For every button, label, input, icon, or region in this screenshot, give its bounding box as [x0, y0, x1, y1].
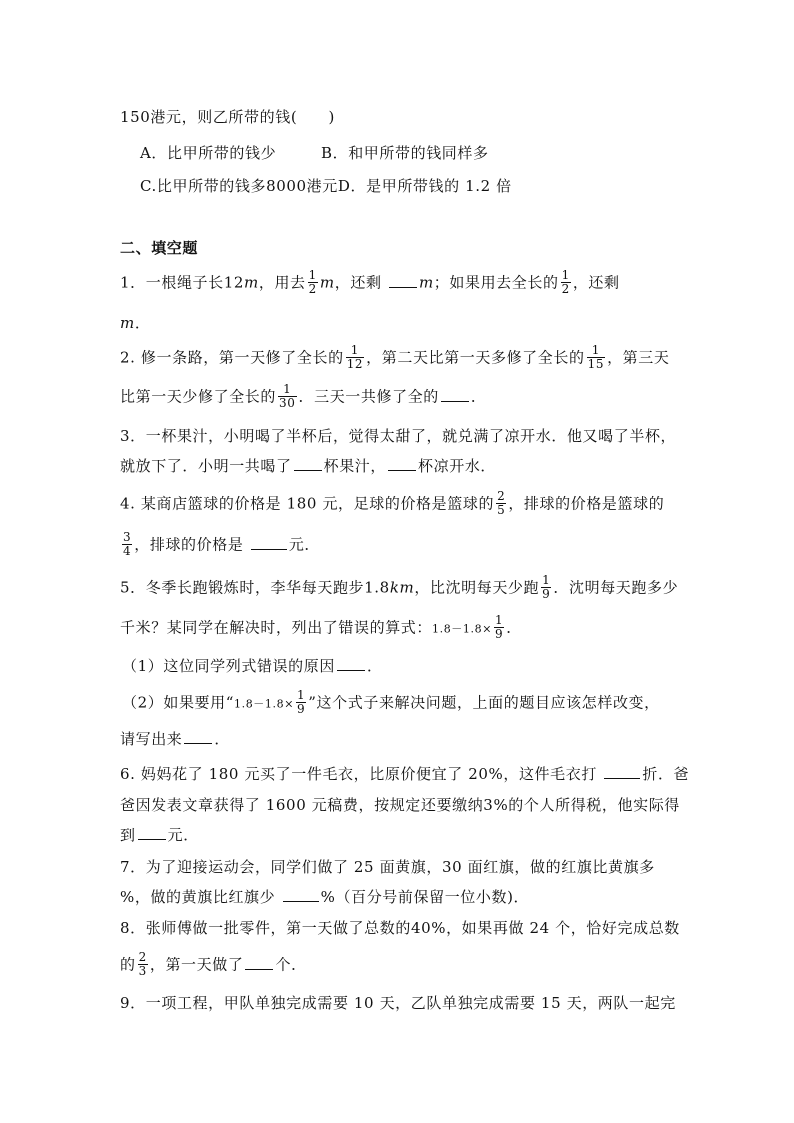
- q2-text-d: 比第一天少修了全长的: [120, 387, 277, 406]
- fraction-numerator: 1: [283, 382, 292, 396]
- q1-unit: m: [120, 314, 135, 332]
- answer-blank[interactable]: [138, 824, 166, 840]
- fraction-denominator: 2: [308, 282, 317, 296]
- question-8: [120, 917, 680, 939]
- q8-text-b: ，第一天做了: [149, 955, 244, 974]
- q4-tail: 元．: [288, 535, 321, 554]
- q5-unit: km: [389, 578, 415, 597]
- q7-line-1: 7．为了迎接运动会，同学们做了 25 面黄旗，30 面红旗，做的红旗比黄旗多: [120, 858, 655, 876]
- answer-blank[interactable]: [441, 386, 469, 402]
- option-row-cd: [140, 175, 512, 197]
- fraction-numerator: 1: [350, 343, 360, 357]
- section-title: [120, 237, 198, 259]
- question-6-cont-2: [120, 824, 199, 846]
- q1-unit: m: [244, 273, 259, 292]
- q6-text-c: 爸因发表文章获得了 1600 元稿费，按规定还要缴纳3%的个人所得税，他实际得: [120, 796, 680, 814]
- fraction-denominator: 3: [138, 964, 147, 978]
- prev-question-text: 150港元，则乙所带的钱( ): [120, 108, 335, 126]
- q5-text-c: ．沈明每天跑多少: [553, 578, 679, 597]
- question-1: [120, 270, 620, 297]
- q5-sub2-text-b: ”这个式子来解决问题，上面的题目应该怎样改变，: [308, 693, 660, 712]
- fraction-denominator: 4: [123, 544, 132, 558]
- question-4-cont: [120, 532, 320, 559]
- q5-text-d: 千米？某同学在解决时，列出了错误的算式：: [120, 618, 433, 637]
- fraction-denominator: 15: [587, 357, 605, 371]
- q2-fraction-3: [278, 383, 296, 410]
- q6-tail: 元．: [167, 826, 199, 844]
- q6-text-d: 到: [120, 826, 136, 844]
- fraction-numerator: 1: [495, 613, 504, 627]
- q8-fraction-1: [138, 951, 148, 978]
- option-row-ab: [140, 142, 489, 164]
- fraction-numerator: 2: [497, 489, 506, 503]
- option-a[interactable]: A．比甲所带的钱少: [140, 144, 277, 162]
- q5-text-a: 5．冬季长跑锻炼时，李华每天跑步1.8: [120, 578, 390, 597]
- q5-fraction-3: [296, 689, 306, 716]
- question-8-cont: [120, 952, 307, 979]
- question-1-cont: [120, 312, 150, 334]
- q5-sub1-text: （1）这位同学列式错误的原因: [122, 657, 335, 675]
- q3-text-b: 杯果汁，: [323, 457, 387, 475]
- q9-line-1: 9．一项工程，甲队单独完成需要 10 天，乙队单独完成需要 15 天，两队一起完: [120, 994, 676, 1012]
- fraction-denominator: 2: [561, 282, 570, 296]
- q7-text-b: %（百分号前保留一位小数)．: [320, 888, 530, 906]
- question-2-cont: [120, 384, 487, 411]
- fraction-numerator: 1: [542, 573, 551, 587]
- q5-sub2-expression: 1.8－1.8×: [234, 697, 295, 711]
- section-title-text: 二、填空题: [120, 239, 199, 257]
- q1-unit: m: [418, 273, 434, 292]
- q5-sub1-tail: ．: [366, 657, 383, 675]
- question-5-cont: [120, 615, 522, 642]
- answer-blank[interactable]: [251, 534, 287, 550]
- q2-fraction-1: [346, 344, 364, 371]
- answer-blank[interactable]: [337, 655, 365, 671]
- q5-sub2-text-c: 请写出来: [120, 730, 183, 748]
- q5-fraction-1: [541, 574, 551, 601]
- q4-text-c: ，排球的价格是: [134, 535, 244, 554]
- q5-tail: ．: [506, 618, 522, 637]
- fraction-denominator: 9: [542, 587, 551, 601]
- q1-text-c: ，还剩: [334, 273, 382, 292]
- q5-text-b: ，比沈明每天少跑: [414, 578, 540, 597]
- question-3-cont: [120, 455, 496, 477]
- q4-text-a: 4. 某商店篮球的价格是 180 元，足球的价格是篮球的: [120, 494, 495, 513]
- fraction-numerator: 1: [308, 268, 317, 282]
- q4-fraction-2: [122, 531, 132, 558]
- q5-expression: 1.8－1.8×: [432, 622, 493, 636]
- question-3: [120, 425, 676, 447]
- q2-fraction-2: [587, 344, 605, 371]
- fraction-numerator: 1: [561, 268, 570, 282]
- q1-text-a: 1．一根绳子长12: [120, 273, 245, 292]
- answer-blank[interactable]: [388, 455, 416, 471]
- option-b[interactable]: B．和甲所带的钱同样多: [320, 144, 489, 162]
- q1-unit: m: [319, 273, 335, 292]
- question-6-cont: [120, 794, 680, 816]
- q2-text-b: ，第二天比第一天多修了全长的: [366, 348, 585, 367]
- question-6: [120, 763, 689, 785]
- answer-blank[interactable]: [294, 455, 322, 471]
- fraction-numerator: 1: [591, 343, 600, 357]
- q3-text-c: 杯凉开水．: [418, 457, 497, 475]
- q6-text-b: 折．爸: [642, 765, 690, 783]
- answer-blank[interactable]: [389, 272, 417, 288]
- q4-text-b: ，排球的价格是篮球的: [508, 494, 665, 513]
- q1-tail: ．: [134, 314, 151, 332]
- prev-question-line: [120, 106, 335, 128]
- q2-text-a: 2. 修一条路，第一天修了全长的: [120, 348, 344, 367]
- question-5-sub-1: [122, 655, 383, 677]
- q1-text-b: ，用去: [258, 273, 306, 292]
- answer-blank[interactable]: [184, 728, 212, 744]
- answer-blank[interactable]: [604, 763, 640, 779]
- question-2: [120, 345, 669, 372]
- q7-text-a: %，做的黄旗比红旗少: [120, 888, 276, 906]
- fraction-numerator: 3: [123, 530, 132, 544]
- option-c[interactable]: C.比甲所带的钱多8000港元: [140, 177, 338, 195]
- question-9: [120, 992, 676, 1014]
- q8-tail: 个．: [275, 955, 307, 974]
- q1-text-d: ；如果用去全长的: [433, 273, 559, 292]
- q2-text-e: ．三天一共修了全的: [298, 387, 439, 406]
- q1-fraction-2: [561, 269, 571, 296]
- q1-fraction-1: [308, 269, 318, 296]
- question-5-sub-2-cont: [120, 728, 230, 750]
- question-5: [120, 575, 678, 602]
- q4-fraction-1: [496, 490, 506, 517]
- q8-line-1: 8．张师傅做一批零件，第一天做了总数的40%，如果再做 24 个，恰好完成总数: [120, 919, 680, 937]
- fraction-denominator: 9: [495, 627, 504, 641]
- q2-text-c: ，第三天: [607, 348, 670, 367]
- question-7-cont: [120, 886, 529, 908]
- q5-sub2-tail: ．: [214, 730, 231, 748]
- q3-line-1: 3．一杯果汁，小明喝了半杯后，觉得太甜了，就兑满了凉开水．他又喝了半杯，: [120, 427, 677, 445]
- fraction-denominator: 9: [297, 702, 306, 716]
- q6-text-a: 6. 妈妈花了 180 元买了一件毛衣，比原价便宜了 20%，这件毛衣打: [120, 765, 597, 783]
- option-d[interactable]: D．是甲所带钱的 1.2 倍: [337, 177, 512, 195]
- q1-text-e: ，还剩: [572, 273, 620, 292]
- question-5-sub-2: [122, 690, 660, 717]
- fraction-numerator: 2: [138, 950, 147, 964]
- q8-text-a: 的: [120, 955, 136, 974]
- fraction-denominator: 5: [497, 503, 506, 517]
- question-7: [120, 856, 655, 878]
- q5-sub2-text-a: （2）如果要用“: [122, 693, 235, 712]
- answer-blank[interactable]: [283, 886, 319, 902]
- answer-blank[interactable]: [245, 954, 273, 970]
- q5-fraction-2: [494, 614, 504, 641]
- question-4: [120, 491, 664, 518]
- fraction-denominator: 12: [346, 357, 364, 371]
- fraction-numerator: 1: [297, 688, 306, 702]
- q3-text-a: 就放下了．小明一共喝了: [120, 457, 292, 475]
- fraction-denominator: 30: [279, 396, 296, 410]
- q2-tail: ．: [470, 387, 487, 406]
